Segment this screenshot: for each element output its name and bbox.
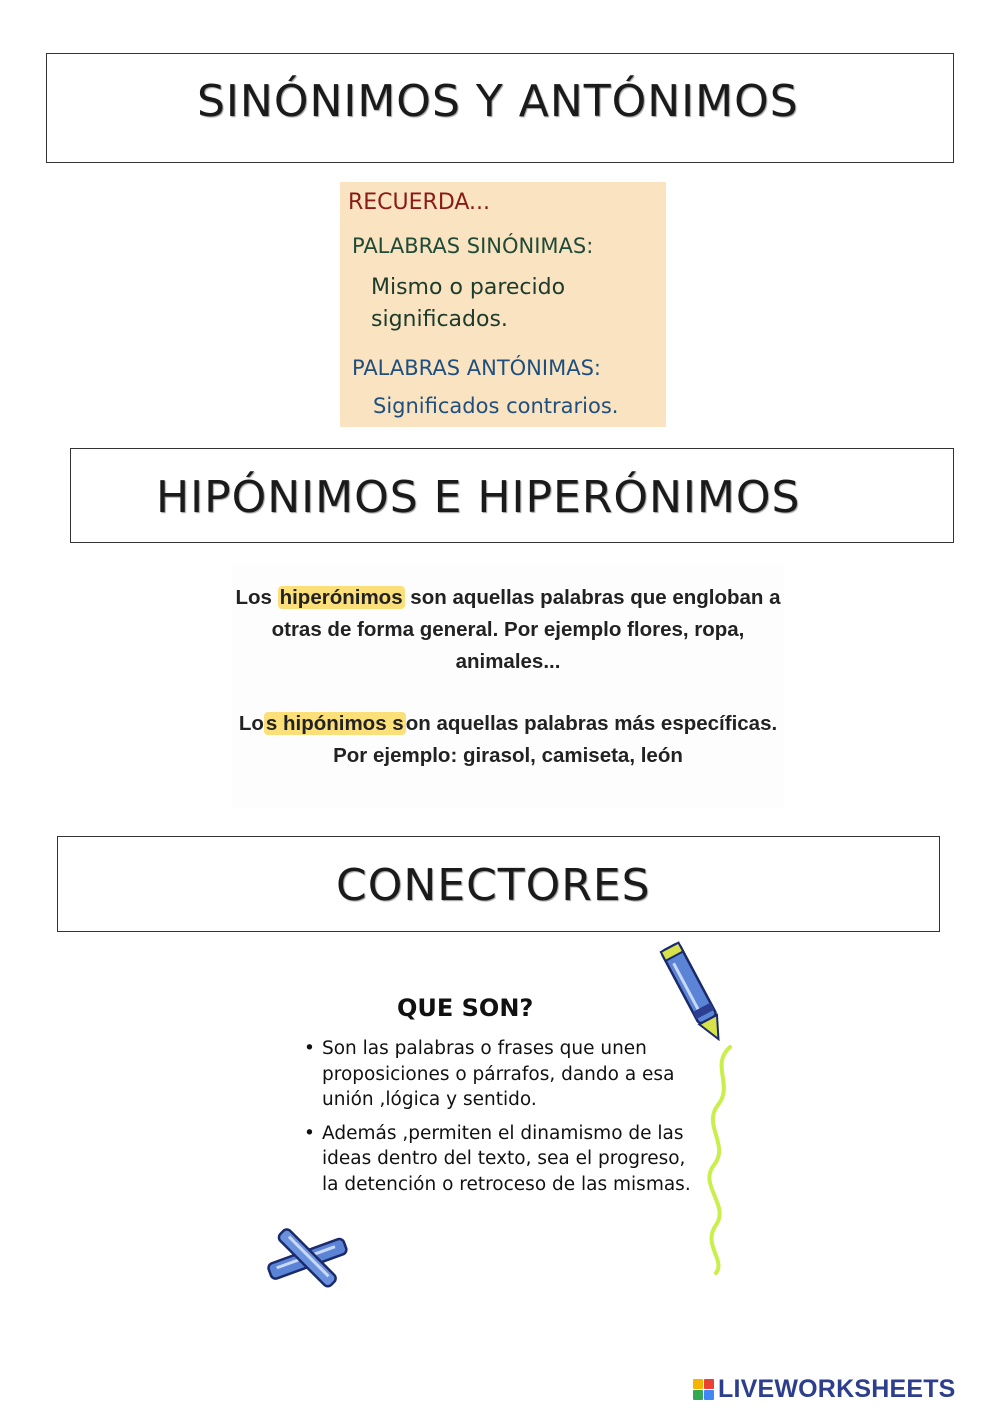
section-title-hiponimos: HIPÓNIMOS E HIPERÓNIMOS <box>156 472 801 523</box>
hiperonimos-card <box>232 565 784 808</box>
conectores-bullet-list <box>300 1036 700 1205</box>
section-title-box-conectores <box>57 836 940 932</box>
sinonimas-label: PALABRAS SINÓNIMAS: <box>352 234 594 258</box>
p2-post: on aquellas palabras más específicas. Por ejemplo: girasol, camiseta, león <box>333 712 778 767</box>
liveworksheets-logo-icon <box>693 1379 714 1400</box>
hiponimos-highlight: s hipónimos s <box>265 712 404 735</box>
section-title-sinonimos: SINÓNIMOS Y ANTÓNIMOS <box>197 76 799 127</box>
recuerda-heading: RECUERDA... <box>348 190 491 215</box>
brand-text: LIVEWORKSHEETS <box>718 1374 956 1403</box>
que-son-heading: QUE SON? <box>397 994 534 1022</box>
section-title-conectores: CONECTORES <box>336 860 651 911</box>
p1-pre: Los <box>235 586 278 609</box>
list-item: • Además ,permiten el dinamismo de las ideas dentro del texto, sea el progreso, la detención o retroceso de las mismas. <box>300 1121 700 1198</box>
p2-pre: Lo <box>238 712 264 735</box>
sinonimas-definition: Mismo o parecido significados. <box>371 275 566 332</box>
section-title-box-hiponimos <box>70 448 954 543</box>
hiperonimos-highlight: hiperónimos <box>279 586 403 609</box>
recuerda-card <box>340 182 666 427</box>
antonimas-definition: Significados contrarios. <box>373 394 619 418</box>
liveworksheets-brand <box>693 1374 956 1404</box>
squiggle-line-icon <box>700 1045 740 1275</box>
list-item: • Son las palabras o frases que unen proposiciones o párrafos, dando a esa unión ,lógica y sentido. <box>300 1036 700 1113</box>
p1-post: son aquellas palabras que engloban a otras de forma general. Por ejemplo flores, ropa, animales... <box>271 586 781 673</box>
section-title-box-sinonimos <box>46 53 954 163</box>
hiponimos-paragraph <box>232 708 784 772</box>
antonimas-label: PALABRAS ANTÓNIMAS: <box>352 356 601 380</box>
crayon-icon <box>655 935 735 1055</box>
hiperonimos-paragraph <box>232 582 784 678</box>
crossed-crayons-icon <box>258 1222 363 1297</box>
